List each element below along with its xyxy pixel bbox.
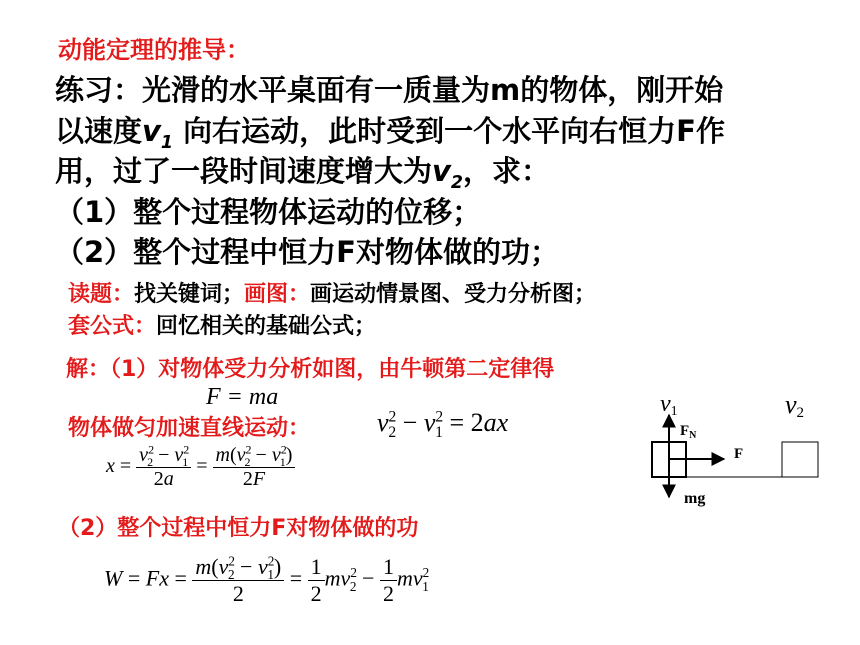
page-title: 动能定理的推导： [58, 36, 250, 64]
v1-label: v1 [660, 391, 678, 419]
formula-label: 套公式： [68, 314, 157, 339]
displacement-formula: x = $\frac{v^2_2 - v^2_1}{2a}$ = $\frac{m(v^2_2 - v^2_1)}{2F}$ [106, 444, 295, 491]
exercise-line-1: 练习：光滑的水平桌面有一质量为m的物体，刚开始 [55, 73, 724, 107]
exercise-line-3-b: ，求： [463, 154, 551, 188]
exercise-line-2-b: 向右运动，此时受到一个水平向右恒力F作 [173, 114, 725, 148]
exercise-line-3-a: 用，过了一段时间速度增大为 [55, 154, 433, 188]
question-2: （2）整个过程中恒力F对物体做的功； [55, 235, 559, 269]
draw-label: 画图： [244, 282, 311, 307]
f-label: F [734, 446, 744, 462]
v2-symbol: $v_2$ [432, 154, 464, 193]
force-diagram-svg [640, 385, 830, 515]
solution-part-2: （2）整个过程中恒力F对物体做的功 [58, 516, 419, 541]
fn-label: $F_N$ [680, 423, 697, 441]
exercise-line-2 [55, 109, 725, 153]
read-text: 找关键词； [134, 282, 245, 307]
newton-equation: F = ma [206, 384, 279, 410]
work-formula: W = Fx = $\frac{m(v^2_2 - v^2_1)}{2}$ = $\frac{1}{2}$ $mv^2_2$ − $\frac{1}{2}$ $mv^2_1$ [104, 553, 430, 606]
draw-text: 画运动情景图、受力分析图； [310, 282, 597, 307]
question-1: （1）整个过程物体运动的位移； [55, 195, 482, 229]
exercise-line-3 [55, 149, 551, 193]
method-line-1 [68, 277, 596, 308]
solution-part-1: 解：（1）对物体受力分析如图，由牛顿第二定律得 [66, 357, 555, 382]
read-label: 读题： [68, 282, 135, 307]
v1-symbol: $v_1$ [142, 114, 174, 153]
block-final [782, 442, 818, 477]
exercise-line-2-a: 以速度 [55, 114, 143, 148]
motion-diagram [640, 385, 830, 515]
method-line-2 [68, 309, 376, 340]
formula-text: 回忆相关的基础公式； [156, 314, 377, 339]
v2-label: v2 [785, 390, 805, 421]
kinematic-equation: $v^2_2 - v^2_1 = 2ax$ [377, 408, 509, 442]
motion-label: 物体做匀加速直线运动： [68, 416, 311, 441]
mg-label: mg [684, 490, 706, 507]
